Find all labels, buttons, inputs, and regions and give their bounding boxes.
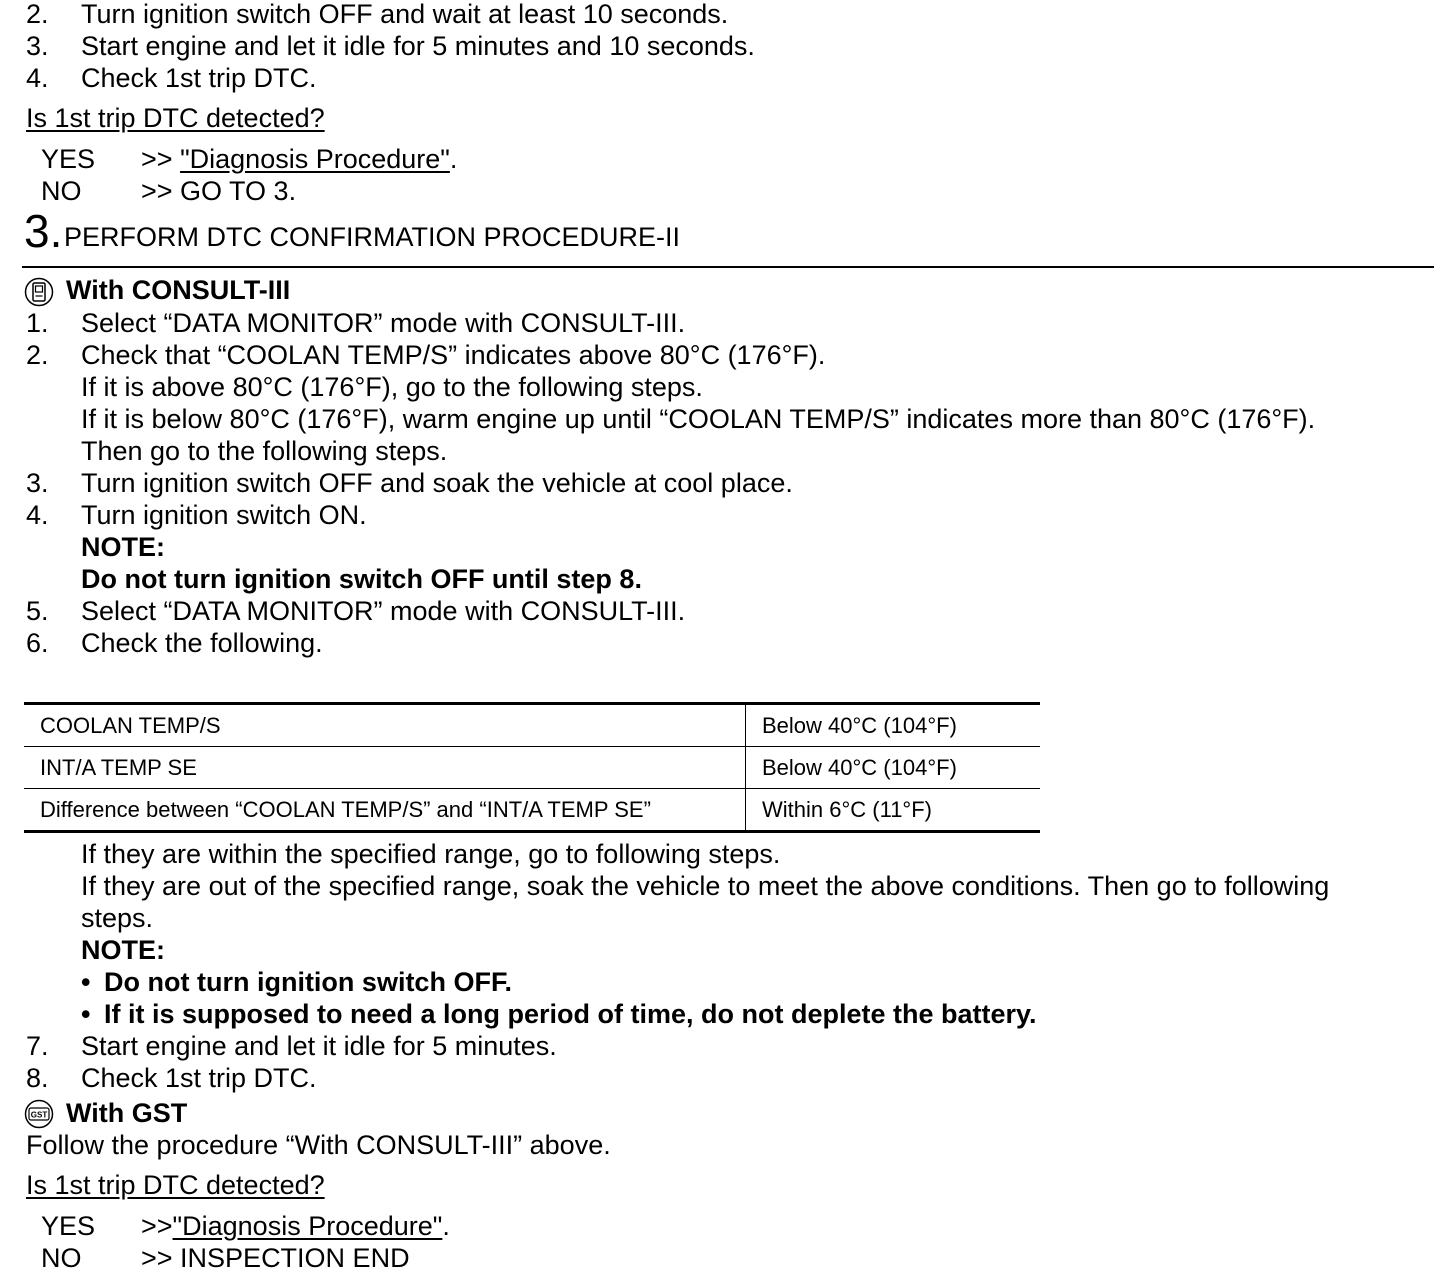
section-number: 3. — [24, 205, 63, 257]
step-number: 2. — [26, 0, 49, 29]
period: . — [449, 144, 458, 174]
section-title: PERFORM DTC CONFIRMATION PROCEDURE-II — [64, 222, 680, 252]
gst-icon — [24, 1099, 54, 1129]
period: . — [442, 1211, 450, 1241]
step-text: Turn ignition switch OFF and soak the vehicle at cool place. — [81, 468, 793, 498]
no-answer: >> INSPECTION END — [141, 1243, 410, 1273]
question-dtc-detected: Is 1st trip DTC detected? — [26, 103, 325, 133]
paragraph-text: steps. — [81, 903, 154, 933]
step-text: If it is above 80°C (176°F), go to the following steps. — [81, 372, 703, 402]
table-cell-item: Difference between “COOLAN TEMP/S” and “INT/A TEMP SE” — [24, 789, 746, 832]
step-number: 6. — [26, 628, 49, 658]
table-cell-value: Below 40°C (104°F) — [746, 747, 1041, 789]
step-text: Select “DATA MONITOR” mode with CONSULT-III. — [81, 596, 686, 626]
consult-heading: With CONSULT-III — [66, 275, 291, 305]
step-text: Check that “COOLAN TEMP/S” indicates above 80°C (176°F). — [81, 340, 826, 370]
gst-text: Follow the procedure “With CONSULT-III” above. — [26, 1130, 611, 1160]
step-text: Start engine and let it idle for 5 minutes and 10 seconds. — [81, 31, 755, 61]
step-number: 4. — [26, 63, 49, 93]
section-divider — [22, 266, 1434, 268]
step-number: 3. — [26, 31, 49, 61]
step-number: 4. — [26, 500, 49, 530]
gst-icon-text: GST — [30, 1110, 48, 1120]
step-text: Start engine and let it idle for 5 minutes. — [81, 1031, 557, 1061]
gst-heading: With GST — [66, 1098, 188, 1128]
step-number: 8. — [26, 1063, 49, 1093]
step-text: Check 1st trip DTC. — [81, 63, 317, 93]
spec-table — [24, 702, 1040, 833]
step-text: Then go to the following steps. — [81, 436, 448, 466]
table-row — [24, 789, 1040, 832]
paragraph-text: If they are within the specified range, go to following steps. — [81, 839, 781, 869]
step-text: If it is below 80°C (176°F), warm engine up until “COOLAN TEMP/S” indicates more than 80°C (176°F). — [81, 404, 1316, 434]
step-text: Select “DATA MONITOR” mode with CONSULT-III. — [81, 308, 686, 338]
table-cell-value: Below 40°C (104°F) — [746, 704, 1041, 747]
step-number: 1. — [26, 308, 49, 338]
table-cell-item: COOLAN TEMP/S — [24, 704, 746, 747]
note-text: Do not turn ignition switch OFF until step 8. — [81, 564, 642, 594]
note-label: NOTE: — [81, 935, 165, 965]
yes-label: YES — [41, 144, 96, 174]
arrow: >> — [141, 1211, 173, 1241]
yes-answer — [141, 143, 457, 175]
step-number: 7. — [26, 1031, 49, 1061]
bullet: • — [81, 999, 91, 1029]
bullet: • — [81, 967, 91, 997]
note-label: NOTE: — [81, 532, 165, 562]
paragraph-text: If they are out of the specified range, soak the vehicle to meet the above conditions. Then go to following — [81, 871, 1330, 901]
table-cell-value: Within 6°C (11°F) — [746, 789, 1041, 832]
step-text: Check the following. — [81, 628, 323, 658]
step-text: Check 1st trip DTC. — [81, 1063, 317, 1093]
no-label: NO — [41, 1243, 82, 1273]
diagnosis-procedure-link[interactable]: "Diagnosis Procedure" — [180, 144, 450, 174]
yes-answer — [141, 1210, 450, 1242]
no-label: NO — [41, 176, 82, 206]
arrow: >> — [141, 144, 173, 174]
question-dtc-detected: Is 1st trip DTC detected? — [26, 1170, 325, 1200]
consult-icon — [24, 277, 54, 307]
note-bullet-text: Do not turn ignition switch OFF. — [104, 967, 512, 997]
step-text: Turn ignition switch ON. — [81, 500, 367, 530]
step-number: 2. — [26, 340, 49, 370]
table-row — [24, 704, 1040, 747]
table-row — [24, 747, 1040, 789]
step-number: 3. — [26, 468, 49, 498]
no-answer: >> GO TO 3. — [141, 176, 297, 206]
step-text: Turn ignition switch OFF and wait at least 10 seconds. — [81, 0, 729, 29]
yes-label: YES — [41, 1211, 96, 1241]
step-number: 5. — [26, 596, 49, 626]
diagnosis-procedure-link[interactable]: "Diagnosis Procedure" — [172, 1211, 443, 1241]
note-bullet-text: If it is supposed to need a long period of time, do not deplete the battery. — [104, 999, 1037, 1029]
table-cell-item: INT/A TEMP SE — [24, 747, 746, 789]
